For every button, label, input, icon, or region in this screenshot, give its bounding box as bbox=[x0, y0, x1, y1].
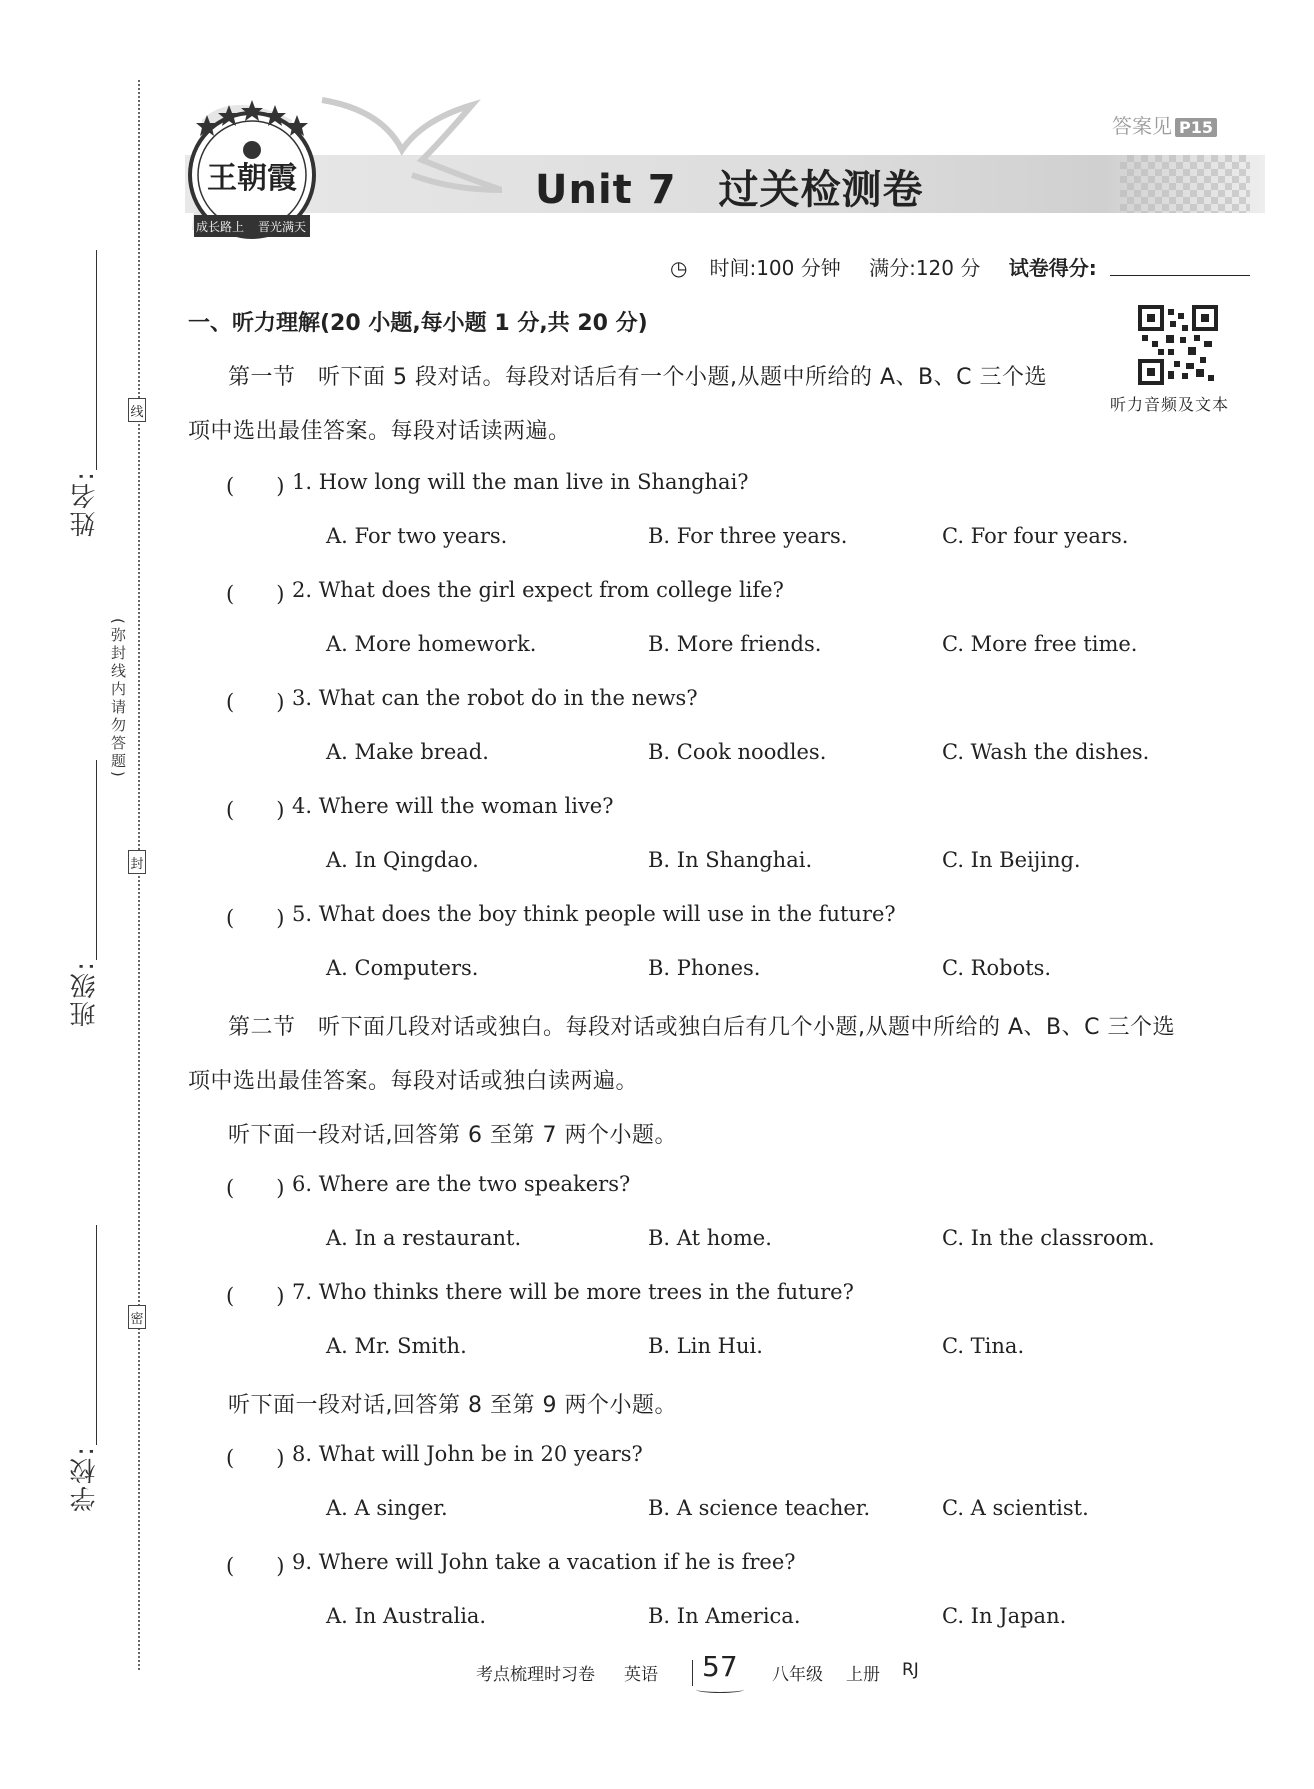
part1-instruction-line2: 项中选出最佳答案。每段对话读两遍。 bbox=[188, 419, 571, 444]
answer-blank[interactable]: ( ) bbox=[226, 1284, 285, 1308]
answer-ref-page: P15 bbox=[1175, 118, 1217, 137]
option-5c: C. Robots. bbox=[942, 956, 1052, 980]
option-7a: A. Mr. Smith. bbox=[326, 1334, 467, 1358]
option-2c: C. More free time. bbox=[942, 632, 1138, 656]
answer-blank[interactable]: ( ) bbox=[226, 690, 285, 714]
footer-grade: 八年级 bbox=[772, 1665, 823, 1685]
question-1: 1. How long will the man live in Shanghai? bbox=[292, 470, 749, 494]
option-3a: A. Make bread. bbox=[326, 740, 489, 764]
footer-volume: 上册 bbox=[846, 1665, 880, 1685]
instruction-q6-q7: 听下面一段对话,回答第 6 至第 7 两个小题。 bbox=[228, 1123, 677, 1148]
question-8: 8. What will John be in 20 years? bbox=[292, 1442, 643, 1466]
option-2b: B. More friends. bbox=[648, 632, 822, 656]
qr-code-icon[interactable] bbox=[1138, 305, 1218, 385]
logo-text: 王朝霞 bbox=[207, 161, 297, 196]
banner-checker-pattern bbox=[1120, 155, 1250, 213]
answer-blank[interactable]: ( ) bbox=[226, 1446, 285, 1470]
option-4c: C. In Beijing. bbox=[942, 848, 1081, 872]
option-9c: C. In Japan. bbox=[942, 1604, 1067, 1628]
clock-icon: ◷ bbox=[670, 256, 688, 280]
seal-mark-line: 线 bbox=[128, 398, 146, 422]
time-label: 时间:100 分钟 bbox=[709, 256, 841, 280]
name-label: 姓名: bbox=[70, 470, 100, 537]
page-number-bar bbox=[692, 1660, 693, 1686]
option-6b: B. At home. bbox=[648, 1226, 772, 1250]
footer-subject: 英语 bbox=[624, 1665, 658, 1685]
answer-blank[interactable]: ( ) bbox=[226, 1176, 285, 1200]
option-8c: C. A scientist. bbox=[942, 1496, 1089, 1520]
part1-instruction-line1: 第一节 听下面 5 段对话。每段对话后有一个小题,从题中所给的 A、B、C 三个选 bbox=[228, 365, 1047, 390]
seal-mark-tight: 密 bbox=[128, 1305, 146, 1329]
binding-dotted-line bbox=[138, 80, 140, 1670]
instruction-q8-q9: 听下面一段对话,回答第 8 至第 9 两个小题。 bbox=[228, 1393, 677, 1418]
footer-book: 考点梳理时习卷 bbox=[476, 1665, 595, 1685]
qr-caption: 听力音频及文本 bbox=[1110, 395, 1230, 414]
answer-blank[interactable]: ( ) bbox=[226, 582, 285, 606]
option-7c: C. Tina. bbox=[942, 1334, 1025, 1358]
unit-label: Unit 7 bbox=[535, 167, 677, 213]
question-6: 6. Where are the two speakers? bbox=[292, 1172, 631, 1196]
option-2a: A. More homework. bbox=[326, 632, 537, 656]
option-5b: B. Phones. bbox=[648, 956, 761, 980]
footer-edition: RJ bbox=[902, 1660, 919, 1680]
option-5a: A. Computers. bbox=[326, 956, 479, 980]
option-1a: A. For two years. bbox=[326, 524, 508, 548]
answer-blank[interactable]: ( ) bbox=[226, 474, 285, 498]
answer-reference bbox=[1112, 110, 1217, 139]
option-9b: B. In America. bbox=[648, 1604, 801, 1628]
answer-blank[interactable]: ( ) bbox=[226, 1554, 285, 1578]
page-number-wave bbox=[696, 1686, 744, 1693]
question-4: 4. Where will the woman live? bbox=[292, 794, 614, 818]
logo-slogan-right: 晋光满天 bbox=[257, 220, 307, 234]
brand-logo bbox=[172, 80, 502, 250]
answer-ref-label: 答案见 bbox=[1112, 114, 1172, 138]
section-heading: 一、听力理解(20 小题,每小题 1 分,共 20 分) bbox=[188, 311, 648, 336]
page-title bbox=[535, 158, 924, 215]
option-9a: A. In Australia. bbox=[326, 1604, 487, 1628]
option-6c: C. In the classroom. bbox=[942, 1226, 1155, 1250]
class-underline bbox=[96, 760, 97, 960]
full-score-label: 满分:120 分 bbox=[869, 256, 981, 280]
option-4a: A. In Qingdao. bbox=[326, 848, 479, 872]
answer-blank[interactable]: ( ) bbox=[226, 798, 285, 822]
score-blank[interactable] bbox=[1110, 275, 1250, 276]
option-1c: C. For four years. bbox=[942, 524, 1129, 548]
question-9: 9. Where will John take a vacation if he is free? bbox=[292, 1550, 796, 1574]
option-1b: B. For three years. bbox=[648, 524, 848, 548]
option-6a: A. In a restaurant. bbox=[326, 1226, 522, 1250]
page-number: 57 bbox=[702, 1650, 738, 1683]
option-4b: B. In Shanghai. bbox=[648, 848, 813, 872]
option-8a: A. A singer. bbox=[326, 1496, 448, 1520]
name-underline bbox=[96, 250, 97, 470]
question-3: 3. What can the robot do in the news? bbox=[292, 686, 698, 710]
option-7b: B. Lin Hui. bbox=[648, 1334, 763, 1358]
logo-slogan-left: 成长路上 bbox=[195, 220, 245, 234]
school-label: 学校: bbox=[70, 1445, 100, 1512]
part2-instruction-line2: 项中选出最佳答案。每段对话或独白读两遍。 bbox=[188, 1069, 639, 1094]
question-5: 5. What does the boy think people will use in the future? bbox=[292, 902, 896, 926]
option-8b: B. A science teacher. bbox=[648, 1496, 871, 1520]
seal-note: (弥封线内请勿答题) bbox=[109, 618, 127, 780]
answer-blank[interactable]: ( ) bbox=[226, 906, 285, 930]
exam-meta bbox=[670, 252, 1099, 281]
part2-instruction-line1: 第二节 听下面几段对话或独白。每段对话或独白后有几个小题,从题中所给的 A、B、C 三个选 bbox=[228, 1015, 1175, 1040]
question-7: 7. Who thinks there will be more trees in the future? bbox=[292, 1280, 854, 1304]
option-3c: C. Wash the dishes. bbox=[942, 740, 1150, 764]
class-label: 班级: bbox=[70, 960, 100, 1027]
question-2: 2. What does the girl expect from college life? bbox=[292, 578, 784, 602]
seal-mark-seal: 封 bbox=[128, 850, 146, 874]
title-text: 过关检测卷 bbox=[718, 167, 924, 213]
score-label: 试卷得分: bbox=[1008, 256, 1097, 280]
school-underline bbox=[96, 1225, 97, 1445]
option-3b: B. Cook noodles. bbox=[648, 740, 827, 764]
